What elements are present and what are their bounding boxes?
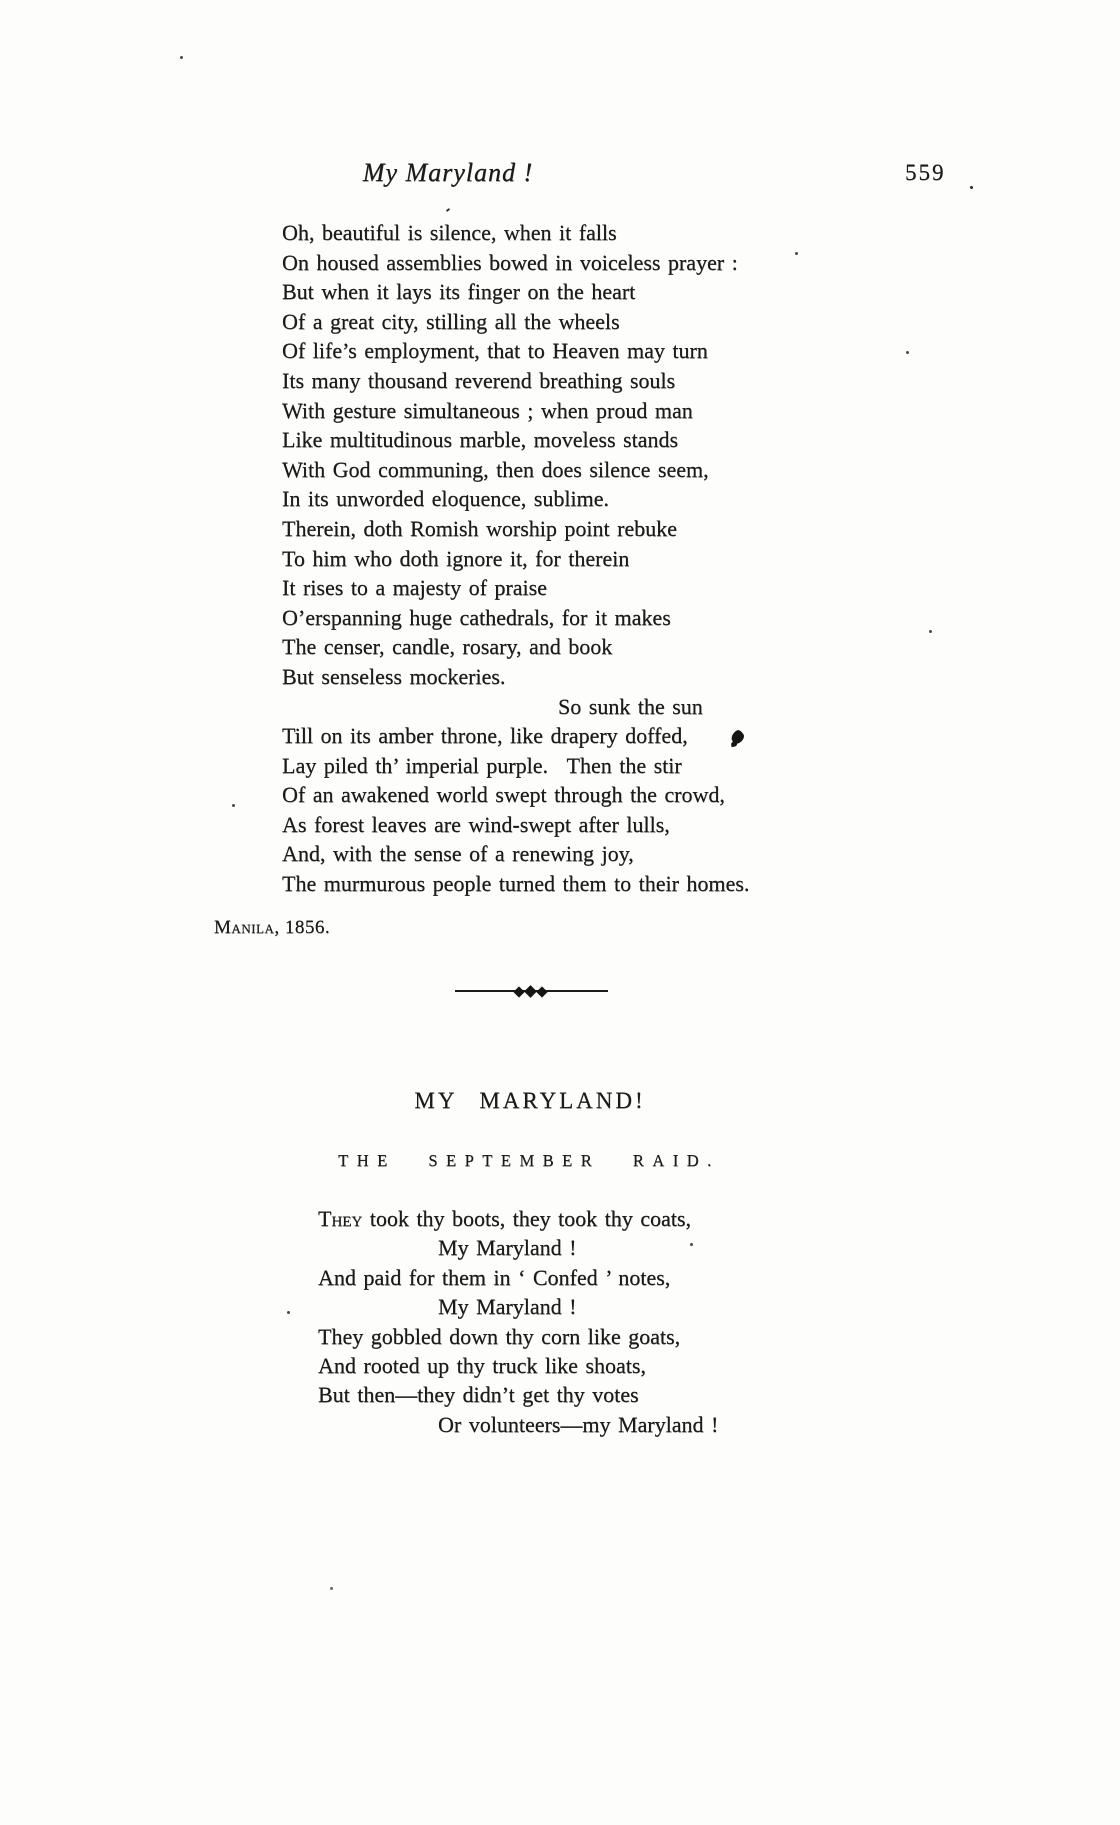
scan-speck [906,351,909,354]
scan-speck [929,630,932,633]
poem-line [438,1292,718,1321]
poem-line-text: Its many thousand reverend breathing souls [282,367,676,393]
scan-speck [180,56,183,59]
poem-line [438,1233,718,1262]
divider-diamond-icon [536,986,547,997]
poem-line [282,396,749,426]
scan-speck [232,804,235,807]
poem-line-text: They gobbled down thy corn like goats, [318,1323,681,1349]
poem-line [282,514,749,544]
poem-line [318,1322,718,1351]
poem-line [282,869,749,899]
poem-line-text: O’erspanning huge cathedrals, for it makes [282,604,671,630]
poem-line-text: Lay piled th’ imperial purple. Then the stir [282,752,682,778]
poem-line [282,544,749,574]
poem-line [282,780,749,810]
scan-speck [690,1243,693,1246]
poem-line-text: On housed assemblies bowed in voiceless prayer : [282,249,738,275]
poem-line-text: The murmurous people turned them to their homes. [282,871,750,897]
poem-line-text: My Maryland ! [438,1235,577,1261]
poem-line [282,366,749,396]
poem-line [282,751,749,781]
poem-line-text: But when it lays its finger on the heart [282,279,636,305]
poem-line-text: Of an awakened world swept through the crowd, [282,782,725,808]
poem-line [318,1263,718,1292]
running-header-title: My Maryland ! [362,158,534,187]
poem-line-text: Like multitudinous marble, moveless stands [282,427,679,453]
poem-line [282,336,749,366]
poem-line-text: Or volunteers—my Maryland ! [438,1411,719,1437]
poem-line [282,218,749,248]
poem-line-text: To him who doth ignore it, for therein [282,545,630,571]
section-title: MY MARYLAND! [414,1088,646,1113]
poem-line-text: But then—they didn’t get thy votes [318,1382,639,1408]
poem-line-text: And rooted up thy truck like shoats, [318,1353,646,1379]
attribution-place-date: Manila, 1856. [214,917,331,938]
scan-speck [446,208,450,212]
poem-line-text: With gesture simultaneous ; when proud man [282,397,693,423]
poem-line [282,484,749,514]
scan-speck [330,1587,333,1590]
poem-line-text: My Maryland ! [438,1294,577,1320]
section-subtitle: THE SEPTEMBER RAID. [338,1151,720,1170]
poem-line [282,603,749,633]
poem-line-text: Of a great city, stilling all the wheels [282,308,620,334]
poem-line-text: With God communing, then does silence seem, [282,456,709,482]
section-divider [455,984,608,998]
poem-line-text: And paid for them in ‘ Confed ’ notes, [318,1264,671,1290]
poem-line-text: But senseless mockeries. [282,663,506,689]
poem-line [318,1351,718,1380]
poem-line-text: In its unworded eloquence, sublime. [282,486,609,512]
poem-line [282,721,749,751]
poem-line-text: took thy boots, they took thy coats, [362,1206,691,1231]
poem-line [282,662,749,692]
poem-line-text: Therein, doth Romish worship point rebuke [282,515,677,541]
poem-line [318,1380,718,1409]
poem-on-silence [282,218,749,899]
poem-line [282,573,749,603]
poem-line-text: As forest leaves are wind-swept after lulls, [282,811,670,837]
poem-line-text: Of life’s employment, that to Heaven may turn [282,338,708,364]
poem-line [282,307,749,337]
poem-line [438,1410,718,1439]
poem-line-text: The censer, candle, rosary, and book [282,634,613,660]
poem-line [282,839,749,869]
divider-diamond-icon [513,986,524,997]
page-number: 559 [905,160,946,185]
poem-line-text: Till on its amber throne, like drapery doffed, [282,723,688,749]
scan-speck [970,186,973,189]
poem-line-text: So sunk the sun [558,693,703,719]
poem-line [282,632,749,662]
poem-line [282,277,749,307]
poem-line [282,810,749,840]
poem-line-text: It rises to a majesty of praise [282,575,547,601]
poem-line [558,692,749,722]
scan-speck [795,252,798,255]
poem-line-lead-word: They [318,1206,363,1231]
poem-line [318,1204,718,1233]
poem-line-text: Oh, beautiful is silence, when it falls [282,220,617,245]
poem-line-text: And, with the sense of a renewing joy, [282,841,634,867]
poem-line [282,248,749,278]
poem-line [282,425,749,455]
scan-speck [287,1311,290,1314]
poem-line [282,455,749,485]
poem-september-raid [318,1204,718,1439]
